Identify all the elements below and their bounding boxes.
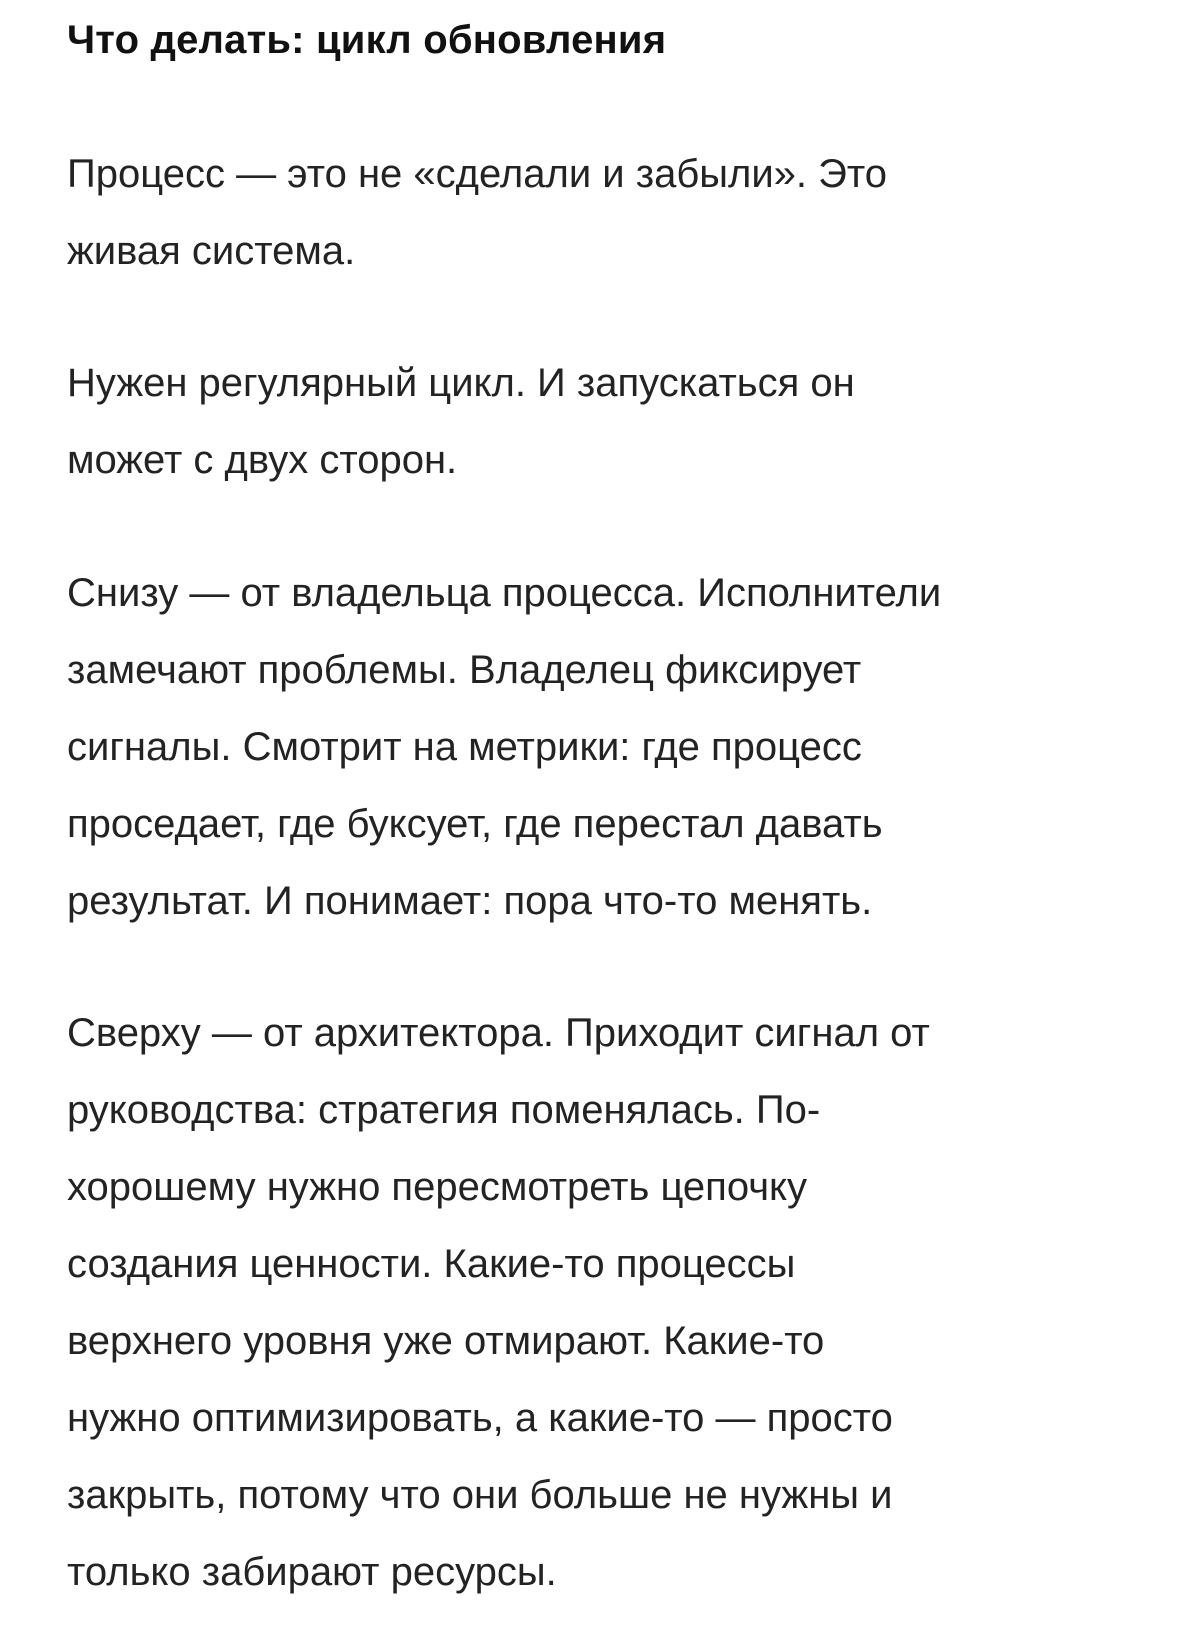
paragraph-line: проседает, где буксует, где перестал давать xyxy=(67,802,883,846)
paragraph-line: руководства: стратегия поменялась. По- xyxy=(67,1088,821,1132)
paragraph-line: сигналы. Смотрит на метрики: где процесс xyxy=(67,725,862,769)
paragraph-line: может с двух сторон. xyxy=(67,438,458,482)
paragraph-line: создания ценности. Какие-то процессы xyxy=(67,1242,796,1286)
article-heading: Что делать: цикл обновления xyxy=(67,18,667,62)
paragraph-line: Нужен регулярный цикл. И запускаться он xyxy=(67,361,855,405)
paragraph-line: верхнего уровня уже отмирают. Какие-то xyxy=(67,1319,825,1363)
article xyxy=(67,0,1167,1611)
paragraph-3 xyxy=(67,555,1167,940)
paragraph-line: Снизу — от владельца процесса. Исполнители xyxy=(67,571,942,615)
paragraph-line: нужно оптимизировать, а какие-то — просто xyxy=(67,1396,893,1440)
paragraph-line: закрыть, потому что они больше не нужны и xyxy=(67,1473,893,1517)
paragraph-2 xyxy=(67,345,1167,499)
paragraph-line: Сверху — от архитектора. Приходит сигнал от xyxy=(67,1011,930,1055)
paragraph-line: результат. И понимает: пора что-то менять. xyxy=(67,879,873,923)
paragraph-4 xyxy=(67,995,1167,1611)
paragraph-1 xyxy=(67,136,1167,290)
paragraph-line: Процесс — это не «сделали и забыли». Это xyxy=(67,152,887,196)
paragraph-line: только забирают ресурсы. xyxy=(67,1550,557,1594)
paragraph-line: замечают проблемы. Владелец фиксирует xyxy=(67,648,862,692)
paragraph-line: хорошему нужно пересмотреть цепочку xyxy=(67,1165,807,1209)
paragraph-line: живая система. xyxy=(67,229,356,273)
